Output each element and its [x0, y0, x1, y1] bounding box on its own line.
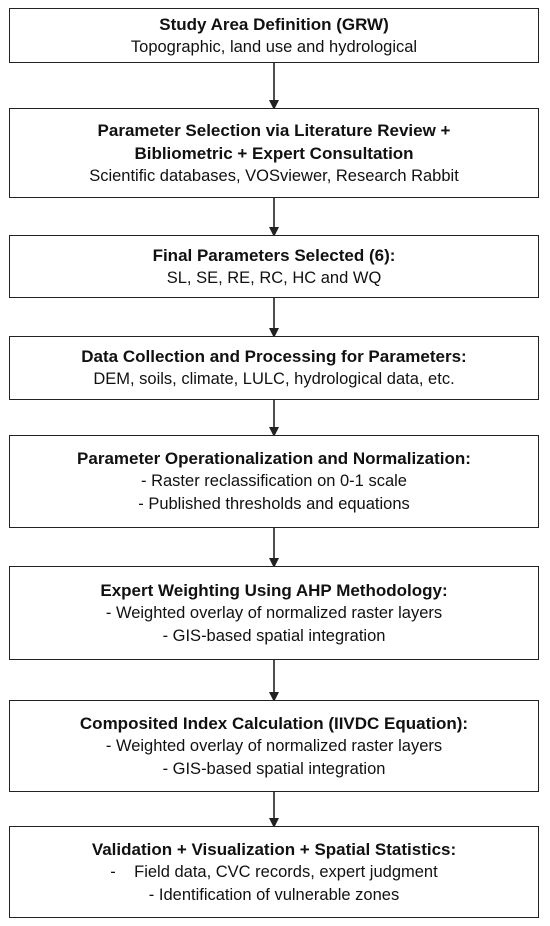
step-composited-index-calculation: [9, 700, 539, 792]
step-title: Bibliometric + Expert Consultation: [134, 143, 414, 163]
step-title: Data Collection and Processing for Parameters:: [81, 347, 467, 366]
step-detail: - GIS-based spatial integration: [162, 626, 386, 645]
step-validation-visualization: [9, 826, 539, 918]
step-title: Composited Index Calculation (IIVDC Equation):: [79, 713, 469, 733]
step-detail: DEM, soils, climate, LULC, hydrological data, etc.: [93, 370, 455, 388]
step-study-area-definition: [9, 8, 539, 63]
step-title: Parameter Selection via Literature Review +: [97, 120, 451, 140]
step-title: Study Area Definition (GRW): [159, 14, 389, 34]
step-parameter-selection: [9, 108, 539, 198]
step-final-parameters-selected: [9, 235, 539, 298]
step-detail: - Weighted overlay of normalized raster layers: [105, 736, 443, 755]
step-title: Final Parameters Selected (6):: [152, 245, 396, 265]
step-detail: Scientific databases, VOSviewer, Research Rabbit: [89, 166, 459, 185]
step-data-collection: [9, 336, 539, 400]
step-title: Parameter Operationalization and Normalization:: [77, 449, 471, 468]
step-detail: - Raster reclassification on 0-1 scale: [141, 472, 407, 490]
step-parameter-normalization: [9, 435, 539, 528]
step-detail: - GIS-based spatial integration: [162, 759, 386, 778]
step-detail: Topographic, land use and hydrological: [130, 37, 418, 56]
step-title: Expert Weighting Using AHP Methodology:: [100, 580, 448, 600]
step-detail: - Identification of vulnerable zones: [148, 885, 400, 904]
step-title: Validation + Visualization + Spatial Statistics:: [91, 839, 457, 859]
step-expert-weighting-ahp: [9, 566, 539, 660]
step-detail: - Weighted overlay of normalized raster layers: [105, 603, 443, 622]
step-detail: - Field data, CVC records, expert judgment: [110, 862, 438, 881]
step-detail: - Published thresholds and equations: [138, 495, 410, 513]
step-detail: SL, SE, RE, RC, HC and WQ: [166, 268, 382, 287]
